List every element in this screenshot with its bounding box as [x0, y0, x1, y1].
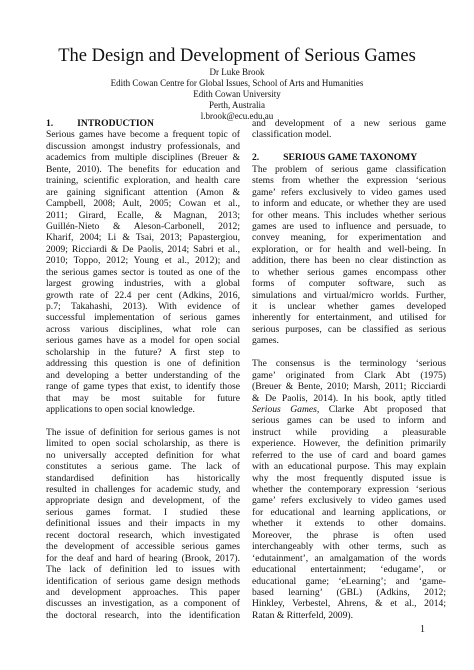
- text-line: exploration, or for health and well-being. In: [252, 243, 446, 255]
- left-column: [46, 118, 240, 621]
- text-line: and developing a better understanding of the: [46, 369, 240, 381]
- text-line: the development of accessible serious games: [46, 541, 240, 553]
- text-line: Kharif, 2004; Li & Tsai, 2013; Papastergiou,: [46, 232, 240, 244]
- text-line: successful implementation of serious games: [46, 312, 240, 324]
- text-line: game’ originated from Clark Abt (1975): [252, 369, 446, 381]
- text-line: The lack of definition led to issues with: [46, 564, 240, 576]
- text-line: 2009; Ricciardi & De Paolis, 2014; Sabri et al.,: [46, 243, 240, 255]
- text-line: no universally accepted definition for what: [46, 449, 240, 461]
- text-line: and development of a new serious game: [252, 118, 446, 129]
- author-block: [0, 67, 474, 122]
- text-line: recent doctoral research, which investigated: [46, 529, 240, 541]
- paragraph-taxonomy-2: [252, 358, 446, 621]
- text-line: ‘edutainment’, an amalgamation of the words: [252, 552, 446, 564]
- text-line: interchangeably with other terms, such as: [252, 541, 446, 553]
- text-line: addressing this question is one of definition: [46, 358, 240, 370]
- text-line: discussion amongst industry professionals, and: [46, 140, 240, 152]
- text-line: largest growing industries, with a global: [46, 278, 240, 290]
- text-line: whether the contemporary expression ‘serious: [252, 484, 446, 495]
- text-line: based learning’ (GBL) (Adkins, 2012;: [252, 586, 446, 598]
- text-line: Ratan & Ritterfeld, 2009).: [252, 609, 353, 621]
- text-line: academics from multiple disciplines (Breuer &: [46, 152, 240, 164]
- text-line: serious games have as a model for open social: [46, 335, 240, 347]
- text-line: addition, there has been no clear distinction as: [252, 255, 446, 267]
- text-line: simulations and virtual/micro worlds. Further,: [252, 289, 446, 301]
- text-line: to whether serious games encompass other: [252, 266, 446, 278]
- text-line: Moreover, the phrase is often used: [252, 529, 446, 541]
- text-line: it is unclear whether games developed: [252, 301, 446, 312]
- text-line: growth rate of 22.4 per cent (Adkins, 2016,: [46, 289, 240, 301]
- text-line: for other means. This includes whether serious: [252, 209, 446, 221]
- text-line: why the most frequently disputed issue is: [252, 472, 446, 484]
- author-email: l.brook@ecu.edu.au: [200, 111, 274, 121]
- page-number: 1: [420, 624, 425, 635]
- text-line: The problem of serious game classification: [252, 163, 446, 175]
- paper-title: The Design and Development of Serious Games: [58, 46, 416, 66]
- author-location: Perth, Australia: [209, 100, 265, 110]
- text-line: p.7; Takahashi, 2013). With evidence of: [46, 301, 240, 312]
- text-line: game’ refers exclusively to video games used: [252, 495, 446, 507]
- text-line: experience. However, the definition primarily: [252, 438, 446, 450]
- text-line: Bente, 2010). The benefits for education and: [46, 163, 240, 175]
- text-line: and development approaches. This paper: [46, 586, 240, 598]
- text-line: discusses an investigation, as a component of: [46, 598, 240, 610]
- text-line: constitutes a serious game. The lack of: [46, 461, 240, 473]
- paragraph-intro-1: [46, 129, 240, 415]
- text-line: definitional issues and their impacts in my: [46, 518, 240, 530]
- text-line: instruct while providing a pleasurable: [252, 426, 446, 438]
- text-line: training, scientific exploration, and health care: [46, 175, 240, 187]
- text-line: are gaining significant attention (Amon &: [46, 186, 240, 198]
- section-heading-introduction: 1. INTRODUCTION: [46, 118, 154, 129]
- text-line: convey meaning, for experimentation and: [252, 232, 446, 244]
- text-line: games.: [252, 335, 279, 347]
- paragraph-gap: [46, 415, 240, 426]
- right-column: [252, 118, 446, 621]
- text-line: for the deaf and hard of hearing (Brook, 2017).: [46, 552, 240, 564]
- text-line: games are used to influence and persuade, to: [252, 220, 446, 232]
- text-line: The consensus is the terminology ‘serious: [252, 358, 446, 370]
- text-line: Campbell, 2008; Ault, 2005; Cowan et al.,: [46, 198, 240, 210]
- text-line: (Breuer & Bente, 2010; Marsh, 2011; Ricciardi: [252, 381, 446, 393]
- text-line: referred to the use of card and board games: [252, 449, 446, 461]
- text-line: for educational and learning applications, or: [252, 506, 446, 518]
- text-line: serious games can be used to inform and: [252, 415, 446, 427]
- text-line: identification of serious game design methods: [46, 575, 240, 587]
- text-line: inherently for entertainment, and utilised for: [252, 312, 446, 324]
- text-line: educational game; ‘eLearning’; and ‘game-: [252, 575, 446, 587]
- paragraph-gap: [252, 347, 446, 358]
- text-line: across various disciplines, what role can: [46, 323, 240, 335]
- text-line: with an educational purpose. This may explain: [252, 461, 446, 473]
- text-line: applications to open social knowledge.: [46, 403, 195, 415]
- paragraph-intro-2: [46, 427, 240, 621]
- text-line: Serious games have become a frequent topic of: [46, 129, 240, 141]
- author-affiliation: Edith Cowan Centre for Global Issues, School of Arts and Humanities: [110, 78, 364, 88]
- text-line: range of game types that exist, to identify those: [46, 381, 240, 393]
- paragraph-gap: [252, 141, 446, 152]
- text-line: the serious games sector is touted as one of the: [46, 266, 240, 278]
- text-line: Hinkley, Verbestel, Ahrens, & et al., 2014;: [252, 598, 446, 610]
- text-line: serious purposes, can be classified as serious: [252, 323, 446, 335]
- author-name: Dr Luke Brook: [209, 67, 265, 77]
- text-line: forms of computer software, such as: [252, 278, 446, 290]
- text-fragment: , Clarke Abt proposed that: [316, 403, 447, 415]
- text-line: whether it extends to other domains.: [252, 518, 446, 530]
- paragraph-taxonomy-2-rest: [252, 415, 446, 621]
- text-line: Guillén-Nieto & Aleson-Carbonell, 2012;: [46, 220, 240, 232]
- text-line: to inform and educate, or whether they are used: [252, 198, 446, 210]
- text-line: The issue of definition for serious games is not: [46, 426, 240, 438]
- book-title-italic: Serious Games: [252, 403, 317, 415]
- text-line: & De Paolis, 2014). In his book, aptly titled: [252, 392, 446, 404]
- paragraph-continued: [252, 118, 446, 141]
- text-line: game’ refers exclusively to video games used: [252, 186, 446, 198]
- text-line: appropriate design and development, of the: [46, 495, 240, 507]
- text-line: that may be most suitable for future: [46, 392, 240, 404]
- text-line: serious games format. I studied these: [46, 506, 240, 518]
- text-line: resulted in challenges for academic study, and: [46, 484, 240, 495]
- text-line: limited to open social scholarship, as there is: [46, 438, 240, 450]
- text-line: standardised definition has historically: [46, 472, 240, 484]
- text-line: classification model.: [252, 129, 332, 141]
- text-line: [252, 404, 446, 415]
- text-line: stems from whether the expression ‘serious: [252, 175, 446, 187]
- text-line: educational entertainment; ‘edugame’, or: [252, 564, 446, 576]
- text-line: 2010; Toppo, 2012; Young et al., 2012); and: [46, 255, 240, 267]
- author-university: Edith Cowan University: [193, 89, 281, 99]
- section-heading-taxonomy: 2. SERIOUS GAME TAXONOMY: [252, 152, 418, 164]
- paragraph-taxonomy-1: [252, 164, 446, 347]
- text-line: 2011; Girard, Ecalle, & Magnan, 2013;: [46, 209, 240, 221]
- text-line: scholarship in the future? A first step to: [46, 346, 240, 358]
- text-line: the doctoral research, into the identification: [46, 609, 240, 621]
